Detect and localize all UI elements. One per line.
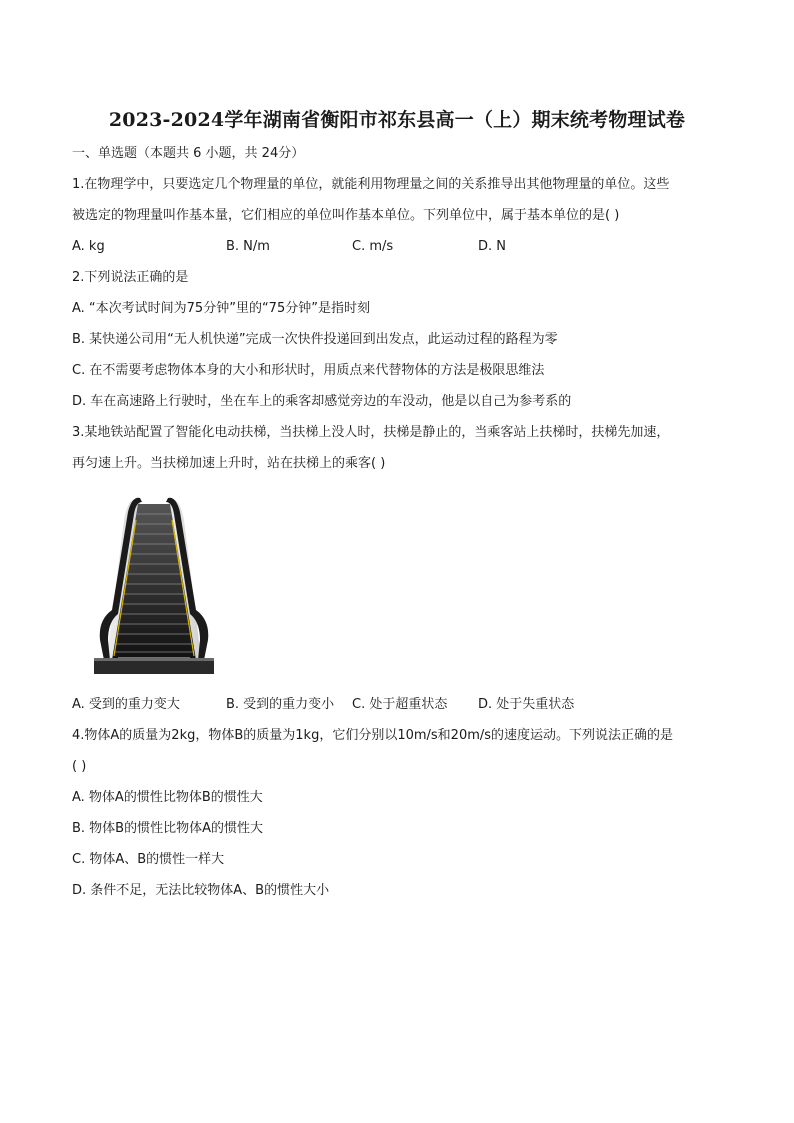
q2-stem: 2.下列说法正确的是: [72, 270, 189, 285]
q1-stem-line1: 1.在物理学中，只要选定几个物理量的单位，就能利用物理量之间的关系推导出其他物理量的单位。这些: [72, 177, 670, 192]
escalator-image: [84, 490, 224, 680]
q3-option-c: C. 处于超重状态: [352, 697, 448, 712]
q3-option-a: A. 受到的重力变大: [72, 697, 180, 712]
q1-option-b: B. N/m: [226, 239, 270, 254]
q4-stem-line1: 4.物体A的质量为2kg，物体B的质量为1kg，它们分别以10m/s和20m/s的速度运动。下列说法正确的是: [72, 728, 674, 743]
q1-option-a: A. kg: [72, 239, 105, 254]
q4-option-d: D. 条件不足，无法比较物体A、B的惯性大小: [72, 883, 330, 898]
q3-stem-line2: 再匀速上升。当扶梯加速上升时，站在扶梯上的乘客( ): [72, 456, 386, 471]
section-heading: 一、单选题（本题共 6 小题，共 24分）: [72, 146, 305, 161]
q3-option-d: D. 处于失重状态: [478, 697, 575, 712]
q1-option-c: C. m/s: [352, 239, 394, 254]
q4-option-b: B. 物体B的惯性比物体A的惯性大: [72, 821, 263, 836]
exam-title: 2023-2024学年湖南省衡阳市祁东县高一（上）期末统考物理试卷: [108, 109, 686, 131]
q4-stem-line2: ( ): [72, 759, 87, 774]
q3-stem-line1: 3.某地铁站配置了智能化电动扶梯，当扶梯上没人时，扶梯是静止的，当乘客站上扶梯时，扶梯先加速，: [72, 425, 670, 440]
q2-option-a: A. “本次考试时间为75分钟”里的“75分钟”是指时刻: [72, 301, 370, 316]
q1-stem-line2: 被选定的物理量叫作基本量，它们相应的单位叫作基本单位。下列单位中，属于基本单位的是( ): [72, 208, 620, 223]
q4-option-c: C. 物体A、B的惯性一样大: [72, 852, 225, 867]
q4-option-a: A. 物体A的惯性比物体B的惯性大: [72, 790, 263, 805]
q3-option-b: B. 受到的重力变小: [226, 697, 335, 712]
q2-option-b: B. 某快递公司用“无人机快递”完成一次快件投递回到出发点，此运动过程的路程为零: [72, 332, 558, 347]
q2-option-c: C. 在不需要考虑物体本身的大小和形状时，用质点来代替物体的方法是极限思维法: [72, 363, 545, 378]
q2-option-d: D. 车在高速路上行驶时，坐在车上的乘客却感觉旁边的车没动，他是以自己为参考系的: [72, 394, 572, 409]
q1-option-d: D. N: [478, 239, 506, 254]
